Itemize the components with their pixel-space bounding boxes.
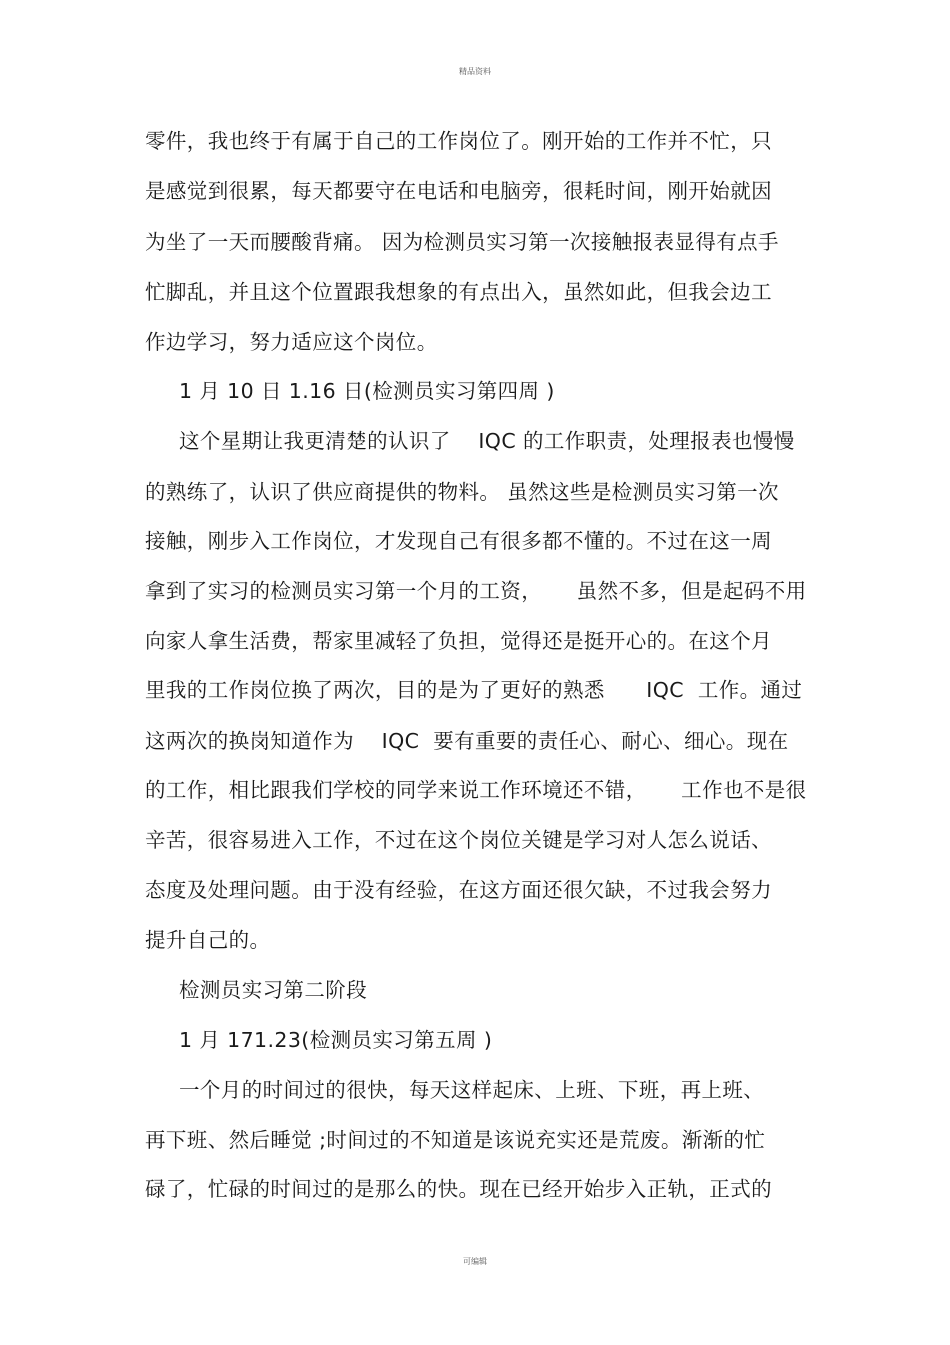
body-line: 拿到了实习的检测员实习第一个月的工资， 虽然不多，但是起码不用 (145, 579, 807, 603)
body-line: 提升自己的。 (145, 928, 271, 952)
body-line: 是感觉到很累，每天都要守在电话和电脑旁，很耗时间，刚开始就因 (145, 179, 772, 203)
section-heading: 1 月 10 日 1.16 日(检测员实习第四周 ) (179, 379, 555, 403)
body-line: 这两次的换岗知道作为 IQC 要有重要的责任心、耐心、细心。现在 (145, 729, 789, 753)
body-line: 向家人拿生活费，帮家里减轻了负担，觉得还是挺开心的。在这个月 (145, 629, 772, 653)
section-heading: 1 月 171.23(检测员实习第五周 ) (179, 1028, 493, 1052)
body-line: 态度及处理问题。由于没有经验，在这方面还很欠缺，不过我会努力 (145, 878, 772, 902)
body-line: 接触，刚步入工作岗位，才发现自己有很多都不懂的。不过在这一周 (145, 529, 772, 553)
section-heading: 检测员实习第二阶段 (179, 978, 368, 1002)
body-line: 辛苦，很容易进入工作，不过在这个岗位关键是学习对人怎么说话、 (145, 828, 772, 852)
footer-note: 可编辑 (463, 1257, 487, 1266)
body-line: 作边学习，努力适应这个岗位。 (145, 330, 438, 354)
body-line: 一个月的时间过的很快，每天这样起床、上班、下班，再上班、 (179, 1078, 765, 1102)
body-line: 零件，我也终于有属于自己的工作岗位了。刚开始的工作并不忙，只 (145, 129, 772, 153)
body-line: 的熟练了，认识了供应商提供的物料。 虽然这些是检测员实习第一次 (145, 480, 779, 504)
body-line: 这个星期让我更清楚的认识了 IQC 的工作职责，处理报表也慢慢 (179, 429, 795, 453)
body-line: 为坐了一天而腰酸背痛。 因为检测员实习第一次接触报表显得有点手 (145, 230, 779, 254)
body-line: 碌了，忙碌的时间过的是那么的快。现在已经开始步入正轨，正式的 (145, 1177, 772, 1201)
body-line: 忙脚乱，并且这个位置跟我想象的有点出入，虽然如此，但我会边工 (145, 280, 772, 304)
header-note: 精品资料 (459, 67, 491, 76)
body-line: 的工作，相比跟我们学校的同学来说工作环境还不错， 工作也不是很 (145, 778, 807, 802)
body-line: 里我的工作岗位换了两次，目的是为了更好的熟悉 IQC 工作。通过 (145, 678, 803, 702)
body-line: 再下班、然后睡觉 ;时间过的不知道是该说充实还是荒废。渐渐的忙 (145, 1128, 766, 1152)
